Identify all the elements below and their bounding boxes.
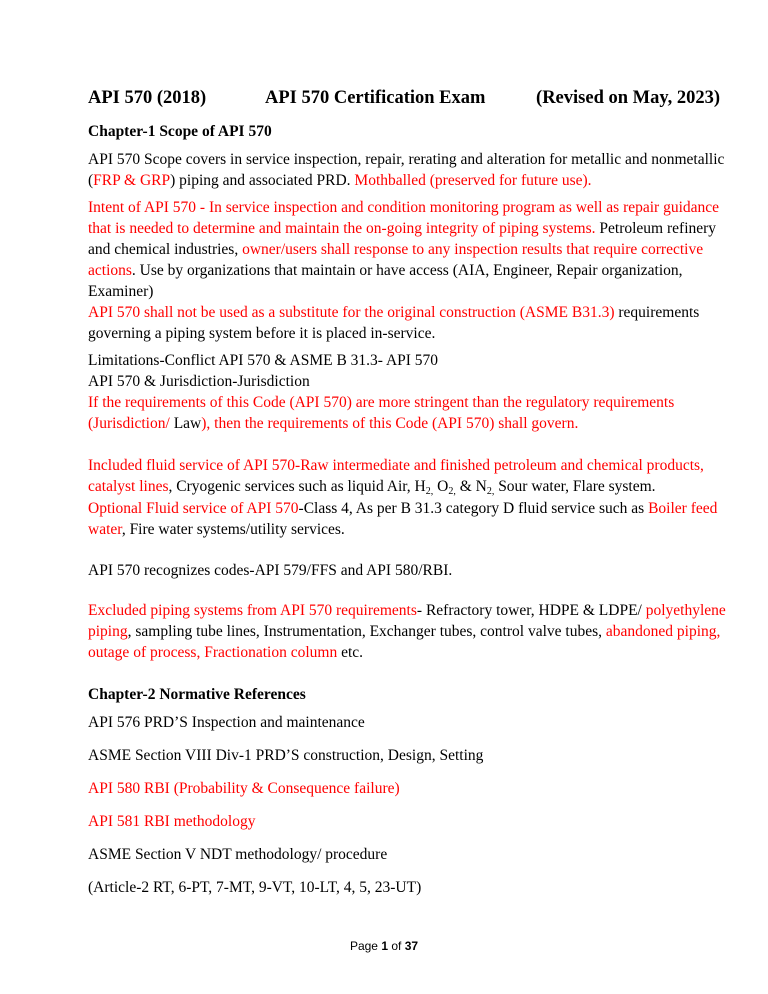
optional-fluid-paragraph: Optional Fluid service of API 570-Class 4, As per B 31.3 category D fluid service such as Boiler feed water, Fire water systems/utility services. [88,500,718,538]
scope-paragraph: API 570 Scope covers in service inspection, repair, rerating and alteration for metallic and nonmetallic (FRP & GRP) piping and associated PRD. Mothballed (preserved for future use). [88,151,725,189]
page-total: 37 [404,939,419,953]
page-header [88,88,720,112]
reference-api-576: API 576 PRD’S Inspection and maintenance [88,714,365,731]
page-footer: Page 1 of 37 [349,939,419,953]
reference-asme-v-articles: (Article-2 RT, 6-PT, 7-MT, 9-VT, 10-LT, 4, 5, 23-UT) [88,879,422,896]
limitations-conflict-line: Limitations-Conflict API 570 & ASME B 31.3- API 570 [88,352,439,369]
stringent-requirement-text: If the requirements of this Code (API 570) are more stringent than the regulatory requirements (Jurisdiction/ Law), then the requirements of this Code (API 570) shall govern. [88,394,675,432]
chapter-2-title: Chapter-2 Normative References [88,686,306,703]
recognized-codes-paragraph: API 570 recognizes codes-API 579/FFS and API 580/RBI. [88,562,453,579]
intent-paragraph: Intent of API 570 - In service inspection and condition monitoring program as well as repair guidance that is needed to determine and maintain the on-going integrity of piping systems. Petroleum refinery and chemical industries, owner/users shall response to any inspection results that require corrective actions. Use by organizations that maintain or have access (AIA, Engineer, Repair organization, Examiner) [88,199,720,300]
included-fluid-paragraph: Included fluid service of API 570-Raw intermediate and finished petroleum and chemical products, catalyst lines, Cryogenic services such as liquid Air, $H_{2,}$ $O_{2,}$ & $N_{2,}$ Sour water, Flare system. [88,457,704,497]
reference-asme-v: ASME Section V NDT methodology/ procedure [88,846,388,863]
header-standard: API 570 (2018) [88,88,207,108]
limitations-paragraph [88,350,728,434]
header-revision: (Revised on May, 2023) [536,88,720,108]
reference-api-580: API 580 RBI (Probability & Consequence failure) [88,780,400,797]
reference-asme-viii: ASME Section VIII Div-1 PRD’S construction, Design, Setting [88,747,484,764]
jurisdiction-line: API 570 & Jurisdiction-Jurisdiction [88,373,310,390]
substitute-paragraph: API 570 shall not be used as a substitute for the original construction (ASME B31.3) requirements governing a piping system before it is placed in-service. [88,304,700,342]
reference-api-581: API 581 RBI methodology [88,813,256,830]
page-number: 1 [381,939,388,953]
header-exam-title: API 570 Certification Exam [265,88,486,108]
chapter-1-title: Chapter-1 Scope of API 570 [88,123,272,140]
excluded-piping-paragraph: Excluded piping systems from API 570 requirements- Refractory tower, HDPE & LDPE/ polyethylene piping, sampling tube lines, Instrumentation, Exchanger tubes, control valve tubes, abandoned piping, outage of process, Fractionation column etc. [88,602,726,661]
